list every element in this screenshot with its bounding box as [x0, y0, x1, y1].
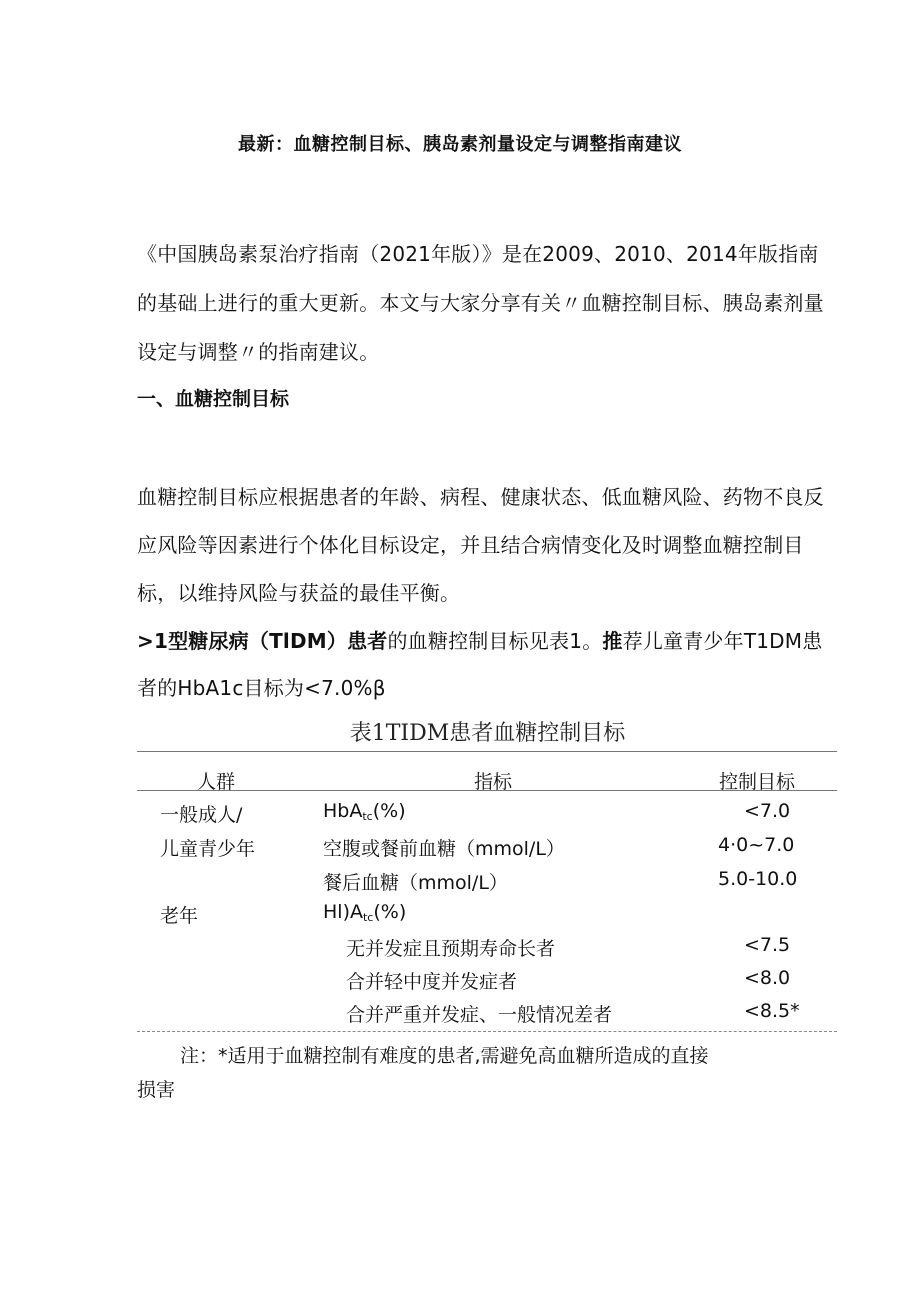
row5-target: <7.5 [744, 934, 791, 956]
t1dm-bold-2: 推 [602, 629, 623, 653]
table-top-rule [137, 751, 837, 752]
t1dm-line [137, 625, 822, 654]
t1dm-normal-1: 的血糖控制目标见表1。 [387, 629, 603, 653]
row4-indicator [323, 901, 406, 924]
t1dm-line-2: 者的HbA1c目标为<7.0%β [137, 676, 386, 700]
page-title: 最新：血糖控制目标、胰岛素剂量设定与调整指南建议 [238, 134, 682, 155]
row1-indicator [323, 800, 406, 823]
row2-target: 4·0~7.0 [718, 834, 795, 856]
row7-target: <8.5* [744, 1000, 800, 1022]
row2-indicator: 空腹或餐前血糖（mmol/L） [323, 838, 565, 860]
row3-target: 5.0-10.0 [718, 868, 798, 890]
table-note-line-2: 损害 [137, 1079, 176, 1101]
header-group: 人群 [197, 771, 236, 793]
row4-group: 老年 [160, 905, 199, 927]
table-caption: 表1TIDM患者血糖控制目标 [349, 721, 626, 746]
intro-line-1: 《中国胰岛素泵治疗指南（2021年版）》是在2009、2010、2014年版指南 [137, 242, 819, 266]
row2-group: 儿童青少年 [160, 838, 256, 860]
row1-target: <7.0 [744, 800, 791, 822]
table-bottom-rule [137, 1031, 837, 1032]
row1-indicator-main: HbA [323, 800, 363, 822]
row4-indicator-main: Hl)A [323, 901, 363, 923]
row1-group: 一般成人/ [160, 804, 243, 826]
header-target: 控制目标 [719, 771, 796, 793]
t1dm-normal-2: 荐儿童青少年T1DM患 [622, 629, 823, 653]
intro-line-2: 的基础上进行的重大更新。本文与大家分享有关〃血糖控制目标、胰岛素剂量 [137, 291, 824, 315]
section-heading: 一、血糖控制目标 [137, 388, 290, 410]
row1-indicator-sub: tc [362, 810, 373, 823]
row4-indicator-tail: (%) [373, 901, 407, 923]
row5-indicator: 无并发症且预期寿命长者 [346, 938, 556, 960]
intro-line-3: 设定与调整〃的指南建议。 [137, 340, 380, 364]
section-line-1: 血糖控制目标应根据患者的年龄、病程、健康状态、低血糖风险、药物不良反 [137, 485, 824, 509]
t1dm-bold-1: >1型糖尿病（TlDM）患者 [137, 629, 388, 653]
table-note-line-1: 注：*适用于血糖控制有难度的患者,需避免高血糖所造成的直接 [180, 1045, 709, 1067]
header-indicator: 指标 [474, 771, 513, 793]
row4-indicator-sub: tc [362, 911, 374, 924]
row7-indicator: 合并严重并发症、一般情况差者 [346, 1004, 613, 1026]
row3-indicator: 餐后血糖（mmol/L） [323, 872, 508, 894]
row1-indicator-tail: (%) [372, 800, 406, 822]
section-line-3: 标，以维持风险与获益的最佳平衡。 [137, 581, 461, 605]
section-line-2: 应风险等因素进行个体化目标设定，并且结合病情变化及时调整血糖控制目 [137, 533, 804, 557]
row6-indicator: 合并轻中度并发症者 [346, 971, 518, 993]
row6-target: <8.0 [744, 967, 791, 989]
